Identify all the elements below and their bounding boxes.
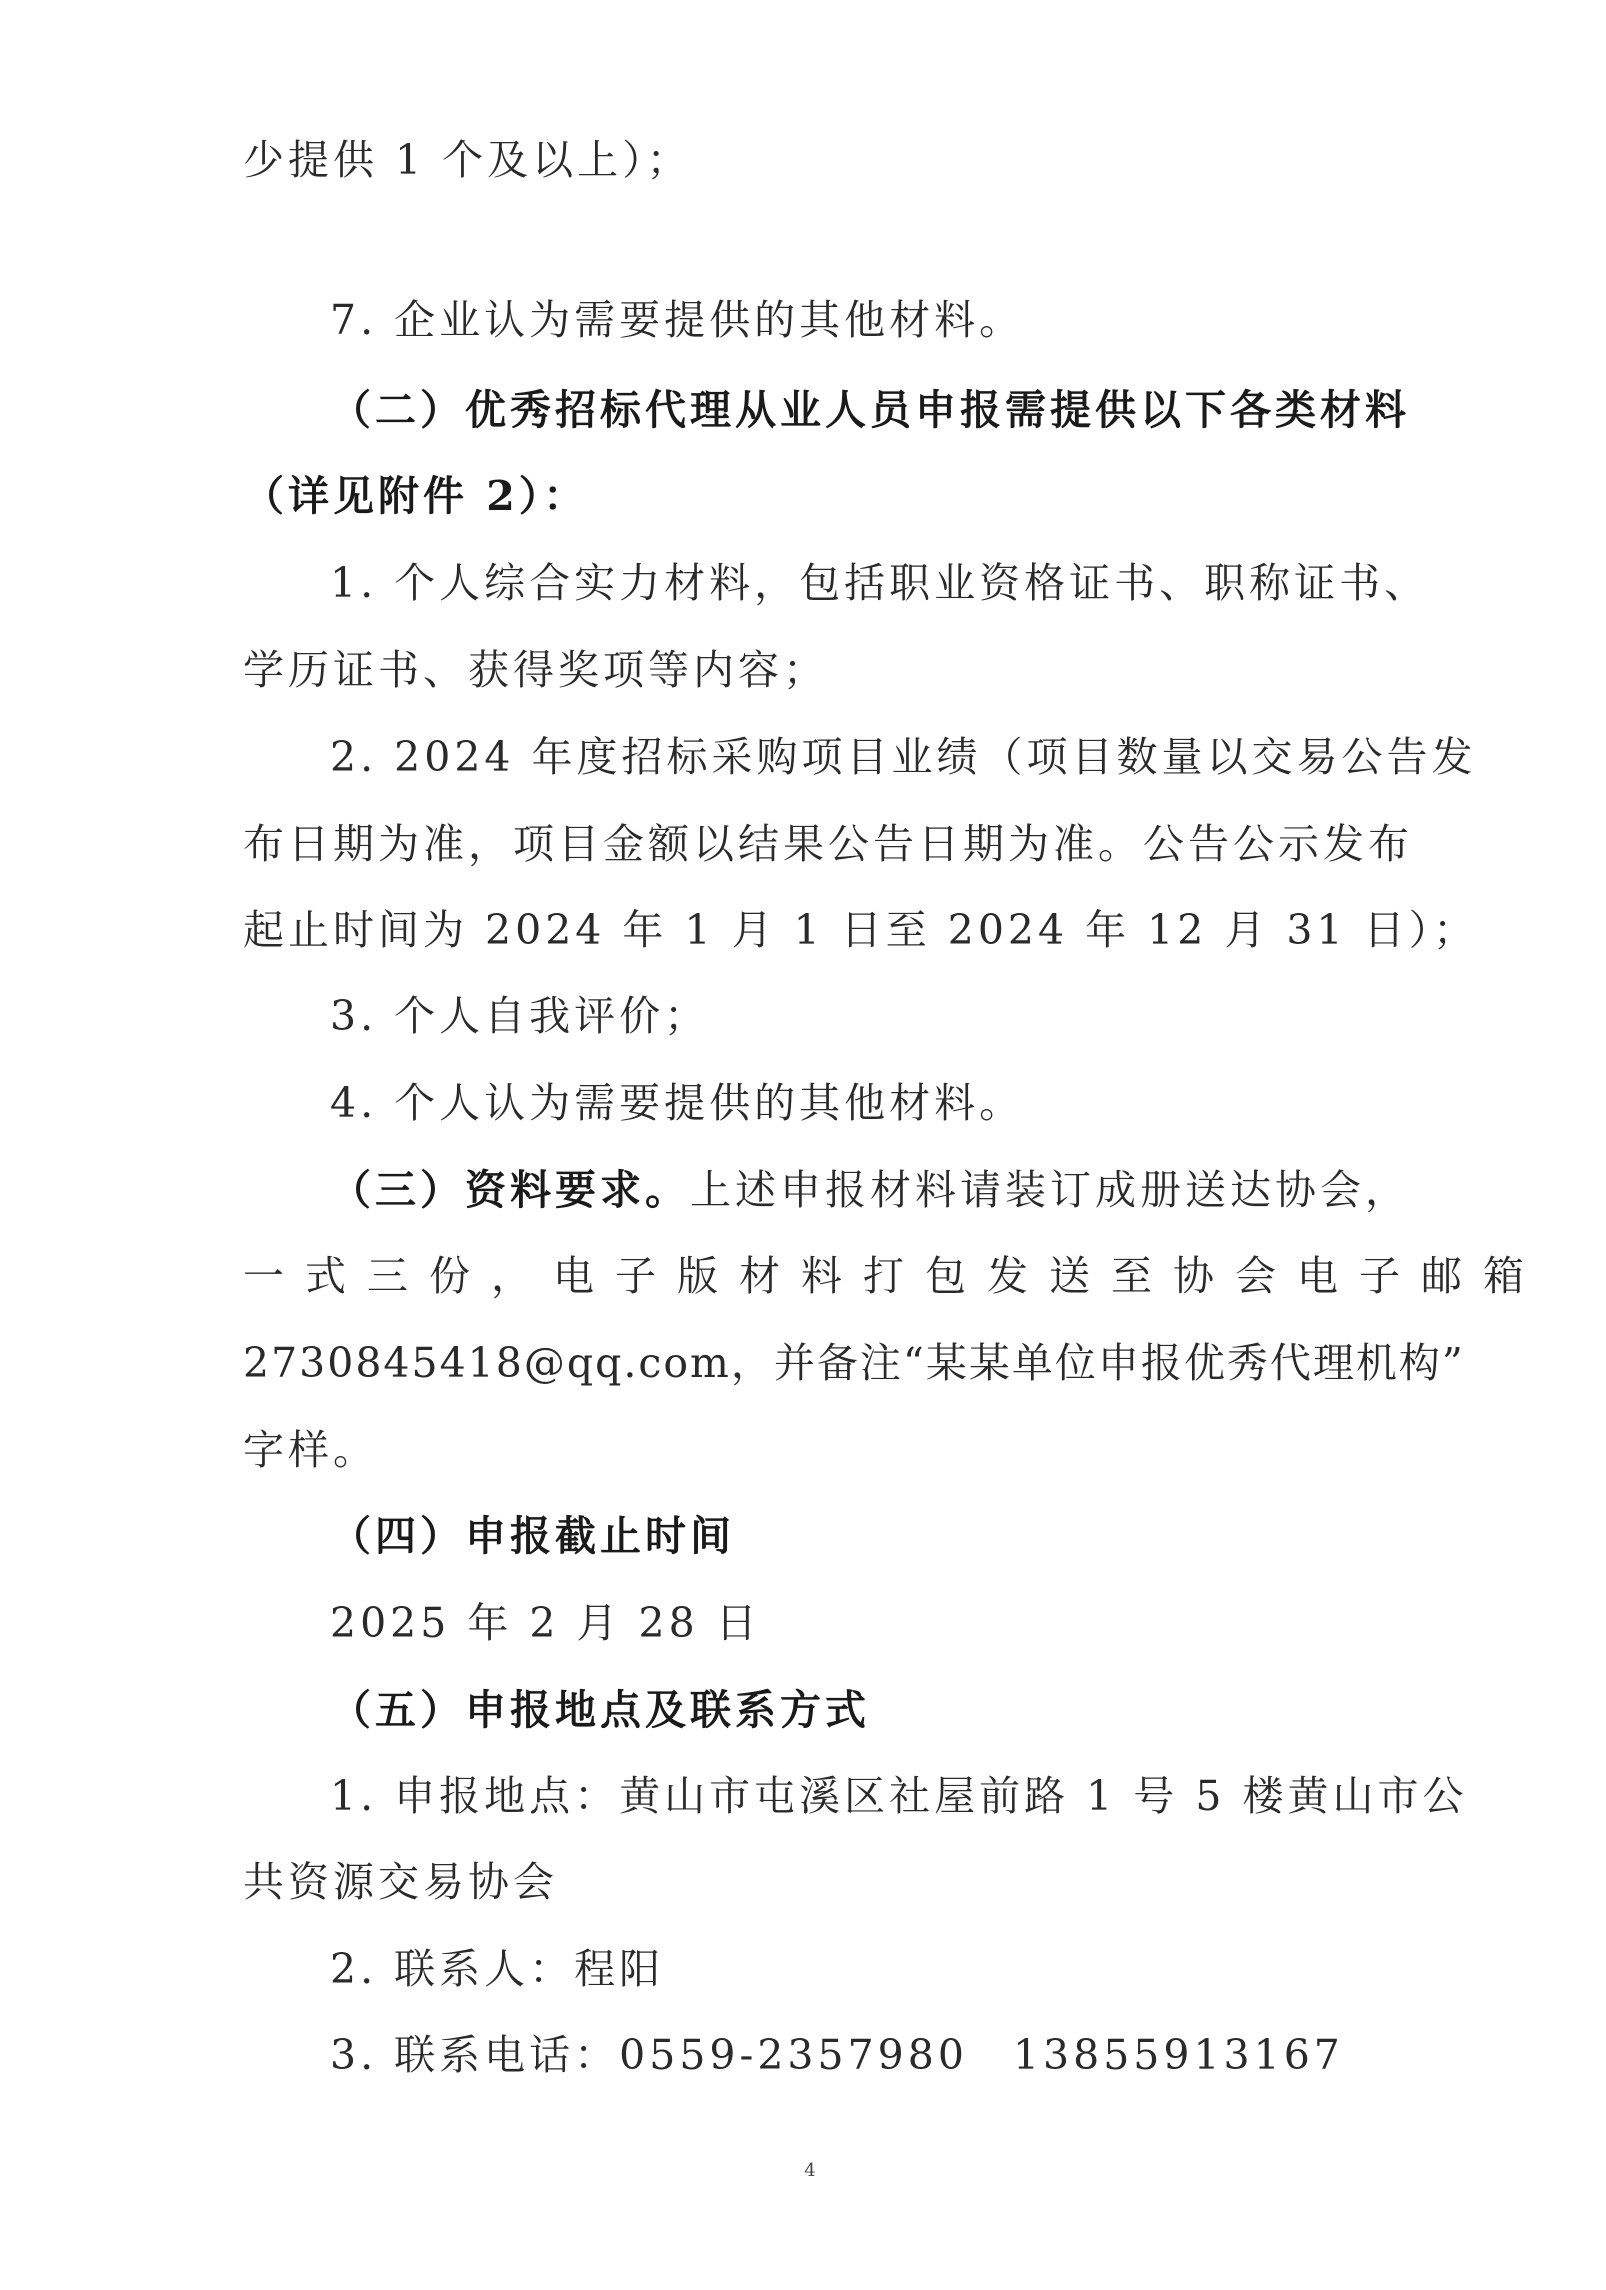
text-line: 4. 个人认为需要提供的其他材料。 bbox=[330, 1079, 1025, 1127]
text-line: 少提供 1 个及以上）； bbox=[243, 136, 692, 184]
text-line: 1. 个人综合实力材料，包括职业资格证书、职称证书、 bbox=[330, 559, 1430, 607]
text-line: 2. 联系人：程阳 bbox=[330, 1945, 665, 1993]
text-line: 共资源交易协会 bbox=[243, 1858, 558, 1906]
text-fragment: 上述申报材料请装订成册送达协会， bbox=[690, 1166, 1410, 1214]
section-heading: （二）优秀招标代理从业人员申报需提供以下各类材料 bbox=[330, 386, 1410, 434]
text-line: 1. 申报地点：黄山市屯溪区社屋前路 1 号 5 楼黄山市公 bbox=[330, 1772, 1468, 1820]
text-line: 7. 企业认为需要提供的其他材料。 bbox=[330, 296, 1025, 344]
text-line: 字样。 bbox=[243, 1426, 378, 1474]
section-heading: （详见附件 2）： bbox=[243, 472, 589, 520]
section-heading-inline: （三）资料要求。 bbox=[330, 1166, 690, 1214]
section-heading: （四）申报截止时间 bbox=[330, 1512, 735, 1560]
text-line: 学历证书、获得奖项等内容； bbox=[243, 646, 828, 694]
page-number: 4 bbox=[804, 2160, 816, 2181]
text-line: 2. 2024 年度招标采购项目业绩（项目数量以交易公告发 bbox=[330, 733, 1477, 781]
text-line: 起止时间为 2024 年 1 月 1 日至 2024 年 12 月 31 日）； bbox=[243, 906, 1479, 954]
text-line: 3. 个人自我评价； bbox=[330, 992, 710, 1040]
text-line: 3. 联系电话：0559-2357980 13855913167 bbox=[330, 2031, 1344, 2079]
text-line: 一式三份，电子版材料打包发送至协会电子邮箱 bbox=[243, 1252, 1545, 1300]
section-heading: （五）申报地点及联系方式 bbox=[330, 1686, 870, 1734]
text-line bbox=[330, 1160, 1410, 1220]
text-line: 布日期为准，项目金额以结果公告日期为准。公告公示发布 bbox=[243, 820, 1413, 868]
text-line: 2025 年 2 月 28 日 bbox=[330, 1599, 761, 1647]
text-line: 2730845418@qq.com，并备注“某某单位申报优秀代理机构” bbox=[243, 1339, 1465, 1387]
